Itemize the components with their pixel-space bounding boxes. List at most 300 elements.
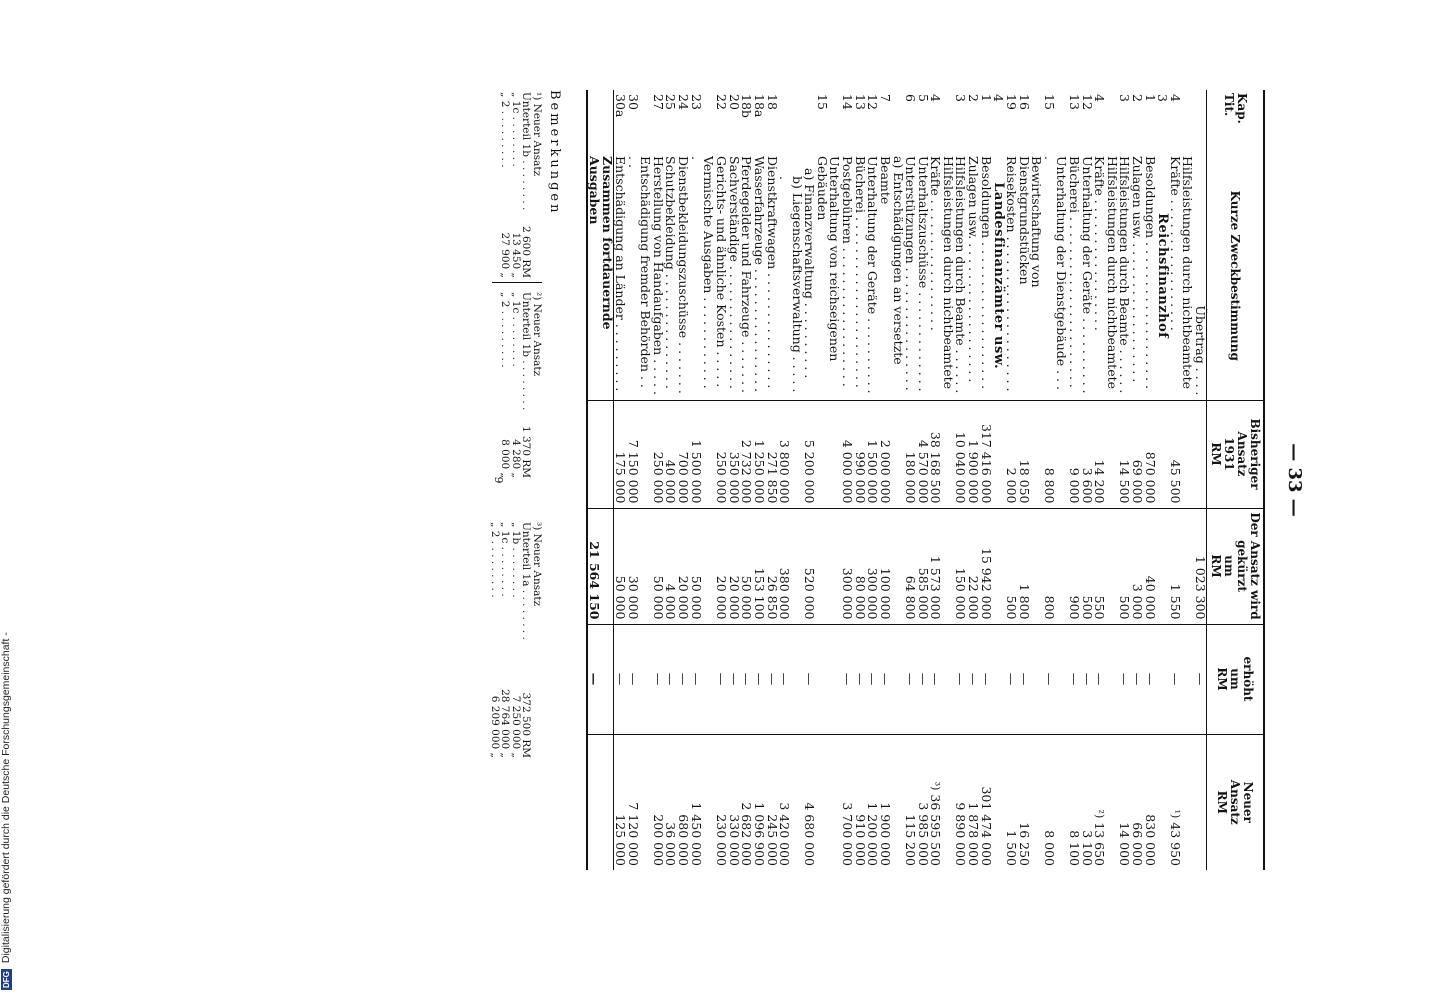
- row-bisher: 14 200: [1093, 400, 1118, 508]
- total-bisher: [587, 400, 614, 508]
- col-header-neuer: [1207, 734, 1265, 870]
- row-kap: [803, 90, 816, 152]
- row-kap: 4: [1168, 94, 1183, 102]
- row-neuer-value: 7 120 000: [625, 802, 641, 866]
- row-gekuerzt: 80 000: [853, 508, 866, 624]
- row-neuer-value: 330 000: [726, 814, 742, 866]
- row-neuer-value: 1 200 000: [865, 802, 881, 866]
- row-zweck: Unterhaltung der Dienstgebäude . . . .: [1041, 156, 1070, 390]
- row-kap: 22: [713, 94, 729, 110]
- row-neuer: [992, 734, 1005, 870]
- col-header-erhoeht: [1207, 624, 1265, 734]
- row-neuer-value: 16 250: [1016, 822, 1032, 866]
- row-gekuerzt: 585 000: [916, 508, 929, 624]
- row-zweck: Bücherei . . . . . . . . . . . . . . . . . . . . . .: [852, 156, 868, 388]
- table-row: [651, 90, 664, 870]
- row-gekuerzt: 550: [1093, 508, 1118, 624]
- row-zweck: Schutzbekleidung . . . . . . . . . . . . . . .: [663, 156, 679, 389]
- row-gekuerzt: 380 000: [778, 508, 803, 624]
- remark-line: [521, 90, 532, 280]
- remark-value: 4 280 „: [510, 439, 522, 478]
- row-neuer: [954, 734, 967, 870]
- row-zweck: b) Liegenschaftsverwaltung . . . . . .: [777, 176, 805, 393]
- remark-line: [511, 90, 522, 280]
- row-erhoeht: —: [904, 624, 917, 734]
- row-bisher: [816, 400, 841, 508]
- row-zweck: a) Entschädigungen an versetzte Beamte: [878, 156, 906, 365]
- document-page: [125, 90, 1305, 910]
- row-zweck: Postgebühren . . . . . . . . . . . . . . . . . .: [840, 156, 855, 387]
- row-erhoeht: —: [626, 624, 651, 734]
- row-bisher: 250 000: [651, 400, 664, 508]
- remark-line: [521, 290, 532, 480]
- col-header-neuer-unit: RM: [1215, 790, 1230, 814]
- row-bisher: 990 000: [853, 400, 866, 508]
- table-row: [613, 90, 626, 870]
- row-neuer: [1042, 734, 1067, 870]
- table-row: [1080, 90, 1093, 870]
- row-zweck: Übertrag . . . .: [1193, 305, 1208, 396]
- row-erhoeht: —: [879, 624, 904, 734]
- row-gekuerzt: 300 000: [866, 508, 879, 624]
- row-gekuerzt: 50 000: [651, 508, 664, 624]
- row-footnote-marker: ¹): [1169, 809, 1182, 819]
- table-row: [916, 90, 929, 870]
- remark-label: „ 2 . . . . . . . . .: [489, 522, 501, 598]
- row-zweck: Unterstützungen . . . . . . . . . . . . . . . .: [903, 156, 919, 391]
- row-gekuerzt: 20 000: [677, 508, 690, 624]
- row-neuer-value: 1 900 000: [878, 802, 894, 866]
- row-bisher: 317 416 000: [979, 400, 992, 508]
- row-kap: 18: [764, 94, 780, 110]
- remark-value: 6 209 000 „: [489, 695, 501, 758]
- row-erhoeht: —: [664, 624, 677, 734]
- remark-label: „ 2 . . . . . . . . .: [499, 92, 512, 168]
- table-row: [752, 90, 765, 870]
- total-label: Zusammen fortdauernde Ausgaben: [587, 152, 614, 400]
- row-bisher: 175 000: [613, 400, 626, 508]
- row-bisher: 350 000: [727, 400, 740, 508]
- row-neuer-value: 43 950: [1168, 822, 1183, 866]
- row-gekuerzt: 3 000: [1130, 508, 1143, 624]
- row-kap: 16: [1016, 94, 1032, 110]
- row-gekuerzt: 300 000: [841, 508, 854, 624]
- row-bisher: [1194, 400, 1207, 508]
- digitization-credit-text: Digitalisierung gefördert durch die Deutsche Forschungsgemeinschaft -: [0, 632, 12, 964]
- row-bisher: 1 250 000: [752, 400, 765, 508]
- total-gekuerzt: 21 564 150: [587, 508, 614, 624]
- row-neuer: [803, 734, 816, 870]
- remark-value: 372 500 RM: [520, 692, 533, 758]
- row-gekuerzt: 150 000: [954, 508, 967, 624]
- row-gekuerzt: 153 100: [752, 508, 765, 624]
- row-gekuerzt: 800: [1042, 508, 1067, 624]
- remark-line: [511, 290, 522, 480]
- row-bisher: 3 800 000: [778, 400, 803, 508]
- remark-1: [500, 90, 542, 280]
- col-header-gekuerzt-unit: RM: [1209, 554, 1223, 578]
- row-neuer: [967, 734, 980, 870]
- row-kap: 23: [688, 94, 704, 110]
- row-kap: 1: [1142, 94, 1158, 102]
- remark-line: [532, 290, 543, 480]
- row-bisher: 45 500: [1169, 400, 1194, 508]
- table-row: [740, 90, 753, 870]
- row-neuer: [689, 734, 714, 870]
- row-neuer-value: 8 100: [1066, 830, 1082, 866]
- row-kap: 19: [1004, 94, 1020, 110]
- row-zweck: Unterhaltung der Geräte . . . . . . . . . .: [1079, 156, 1095, 394]
- row-neuer: [651, 734, 664, 870]
- table-row: [1067, 90, 1080, 870]
- row-erhoeht: —: [1017, 624, 1042, 734]
- table-row: [1005, 90, 1018, 870]
- row-kap: 12: [865, 94, 881, 110]
- row-erhoeht: —: [866, 624, 879, 734]
- row-bisher: 8 800: [1042, 400, 1067, 508]
- col-header-neuer-text: Neuer Ansatz: [1228, 779, 1256, 825]
- row-neuer: [816, 734, 841, 870]
- row-erhoeht: —: [929, 624, 954, 734]
- row-kap: 30a: [613, 94, 629, 118]
- table-row: [1042, 90, 1067, 870]
- remark-line: [532, 520, 543, 760]
- row-erhoeht: —: [841, 624, 854, 734]
- remark-value: [532, 670, 543, 760]
- row-kap: 4: [991, 94, 1007, 102]
- row-zweck: Sachverständige . . . . . . . . . . . . . . . .: [726, 156, 742, 389]
- row-neuer: [1067, 734, 1080, 870]
- row-erhoeht: —: [1194, 624, 1207, 734]
- remark-value: 13 450 „: [510, 232, 522, 278]
- row-zweck: Zulagen usw. . . . . . . . . . . . . . . . . . .: [1129, 156, 1145, 383]
- col-header-bisher: [1207, 400, 1265, 508]
- row-bisher: 4 000 000: [841, 400, 854, 508]
- row-neuer-value: 680 000: [676, 814, 692, 866]
- row-bisher: 18 050: [1017, 400, 1042, 508]
- footer-page-number: 9: [492, 476, 505, 484]
- row-neuer: [841, 734, 854, 870]
- remark-label: ³) Neuer Ansatz: [531, 522, 543, 607]
- row-neuer: [664, 734, 677, 870]
- total-kap: [587, 90, 614, 152]
- remark-label: Unterteil 1b . . . . . . . .: [520, 292, 533, 411]
- table-row: [866, 90, 879, 870]
- col-header-gekuerzt-text: Der Ansatz wird gekürzt um: [1222, 512, 1262, 620]
- row-gekuerzt: 4 000: [664, 508, 677, 624]
- row-gekuerzt: 50 000: [613, 508, 626, 624]
- remark-line: [521, 520, 532, 760]
- row-zweck: Dienstkraftwagen . . . . . . . . . . . . . . .: [764, 156, 780, 389]
- row-erhoeht: —: [853, 624, 866, 734]
- row-neuer-value: 9 890 000: [953, 802, 969, 866]
- row-gekuerzt: 50 000: [740, 508, 753, 624]
- remark-value: 27 900 „: [499, 232, 512, 278]
- row-kap: 14: [840, 94, 855, 110]
- row-bisher: 5 200 000: [803, 400, 816, 508]
- row-neuer-value: 2 682 000: [739, 802, 755, 866]
- row-erhoeht: —: [689, 624, 714, 734]
- row-gekuerzt: 64 800: [904, 508, 917, 624]
- row-zweck: Hilfsleistungen durch nichtbeamtete Kräfte . . . . . . . . . . . . . . . . .: [1168, 156, 1196, 390]
- row-gekuerzt: [816, 508, 841, 624]
- row-gekuerzt: 20 000: [727, 508, 740, 624]
- row-neuer: [765, 734, 778, 870]
- row-erhoeht: —: [1118, 624, 1131, 734]
- row-gekuerzt: [1156, 508, 1169, 624]
- row-neuer-value: 1 450 000: [688, 802, 704, 866]
- row-zweck: Besoldungen . . . . . . . . . . . . . . . . . . .: [1142, 156, 1158, 390]
- row-kap: 15: [815, 94, 830, 110]
- row-zweck: Unterhaltung von reichseigenen Gebäuden: [815, 156, 843, 362]
- row-kap: 20: [726, 94, 742, 110]
- row-neuer: [740, 734, 753, 870]
- remark-label: ²) Neuer Ansatz: [531, 292, 543, 377]
- row-neuer-value: 14 000: [1117, 822, 1133, 866]
- col-header-bisher-unit: RM: [1209, 442, 1223, 466]
- row-bisher: 14 500: [1118, 400, 1131, 508]
- row-bisher: 271 850: [765, 400, 778, 508]
- table-row: [816, 90, 841, 870]
- row-neuer: [714, 734, 727, 870]
- row-erhoeht: —: [677, 624, 690, 734]
- table-row: [853, 90, 866, 870]
- row-neuer-value: 36 000: [663, 822, 679, 866]
- remark-label: „ 1b . . . . . . . .: [510, 522, 522, 598]
- row-gekuerzt: 500: [1005, 508, 1018, 624]
- row-neuer: [879, 734, 904, 870]
- row-erhoeht: —: [1067, 624, 1080, 734]
- remark-value: 1 370 RM: [520, 425, 533, 478]
- row-zweck: Entschädigung an Länder . . . . . . . . .: [613, 156, 629, 392]
- row-neuer: [1130, 734, 1143, 870]
- row-footnote-marker: ²): [1093, 809, 1107, 819]
- row-neuer-value: 1 878 000: [966, 802, 982, 866]
- row-gekuerzt: 22 000: [967, 508, 980, 624]
- row-kap: 4: [928, 94, 944, 102]
- remark-line: [511, 520, 522, 760]
- row-neuer-value: 230 000: [713, 814, 729, 866]
- row-neuer-value: 910 000: [852, 814, 868, 866]
- row-bisher: 700 000: [677, 400, 690, 508]
- row-zweck: Wasserfahrzeuge . . . . . . . . . . . . . . . .: [751, 156, 767, 393]
- row-neuer-value: 8 000: [1041, 830, 1057, 866]
- remark-value: [532, 420, 543, 480]
- table-row: [1130, 90, 1143, 870]
- budget-table: [586, 90, 1265, 870]
- col-header-bisher-text: Bisheriger Ansatz 1931: [1222, 418, 1262, 490]
- row-bisher: 2 732 000: [740, 400, 753, 508]
- row-kap: 3: [953, 94, 969, 102]
- dfg-logo: DFG: [1, 971, 11, 988]
- row-neuer-value: 3 985 000: [915, 802, 931, 866]
- row-bisher: [992, 400, 1005, 508]
- row-neuer: [1118, 734, 1131, 870]
- remarks-title: Bemerkungen: [547, 90, 562, 216]
- row-erhoeht: —: [1130, 624, 1143, 734]
- row-zweck: Entschädigung fremder Behörden . . . .: [625, 156, 654, 388]
- row-gekuerzt: [992, 508, 1005, 624]
- row-kap: [778, 90, 803, 152]
- row-neuer: [626, 734, 651, 870]
- row-zweck: Besoldungen . . . . . . . . . . . . . . . . . . .: [978, 156, 994, 390]
- table-row: [626, 90, 651, 870]
- table-row: [879, 90, 904, 870]
- row-bisher: 7 150 000: [626, 400, 651, 508]
- row-neuer: [853, 734, 866, 870]
- row-zweck: Unterhaltung der Geräte . . . . . . . . . .: [865, 156, 881, 394]
- row-gekuerzt: 20 000: [714, 508, 727, 624]
- row-neuer: [613, 734, 629, 870]
- table-row: [1143, 90, 1156, 870]
- row-zweck: Hilfsleistungen durch nichtbeamtete Kräfte . . . . . . . . . . . . . . . . .: [1092, 156, 1120, 390]
- row-neuer: [904, 734, 917, 870]
- table-row: [1093, 90, 1118, 870]
- row-neuer-value: 66 000: [1129, 822, 1145, 866]
- row-erhoeht: —: [803, 624, 816, 734]
- row-erhoeht: —: [1042, 624, 1067, 734]
- row-kap: 2: [1129, 94, 1145, 102]
- remark-label: ¹) Neuer Ansatz: [531, 92, 543, 177]
- table-row: [992, 90, 1005, 870]
- row-neuer: [1093, 734, 1118, 870]
- table-row: [727, 90, 740, 870]
- row-erhoeht: —: [740, 624, 753, 734]
- row-neuer: [866, 734, 879, 870]
- row-erhoeht: [1156, 624, 1169, 734]
- digitization-credit: [0, 0, 12, 1000]
- row-erhoeht: —: [954, 624, 967, 734]
- row-neuer: [1017, 734, 1042, 870]
- row-erhoeht: —: [765, 624, 778, 734]
- row-zweck: Reisekosten . . . . . . . . . . . . . . . . . . . .: [1004, 156, 1020, 392]
- row-bisher: 10 040 000: [954, 400, 967, 508]
- table-row: [967, 90, 980, 870]
- row-kap: 6: [903, 94, 919, 102]
- row-neuer: [677, 734, 690, 870]
- row-neuer-value: 1 500: [1004, 830, 1020, 866]
- row-kap: 15: [1041, 94, 1057, 110]
- row-bisher: 40 000: [664, 400, 677, 508]
- row-neuer-value: 1 096 900: [751, 802, 767, 866]
- col-header-kap-text: Kap. Tit.: [1222, 93, 1249, 124]
- remarks-section: [489, 90, 562, 870]
- total-erhoeht: —: [587, 624, 614, 734]
- table-row: [1017, 90, 1042, 870]
- row-bisher: 2 000 000: [879, 400, 904, 508]
- row-kap: 13: [1066, 94, 1082, 110]
- row-gekuerzt: 50 000: [689, 508, 714, 624]
- row-zweck: Dienstbekleidungszuschüsse . . . . . . .: [676, 156, 692, 394]
- row-neuer: [1080, 734, 1093, 870]
- row-bisher: 180 000: [904, 400, 917, 508]
- col-header-zweck: [1207, 152, 1265, 400]
- row-neuer-value: 125 000: [613, 814, 629, 866]
- table-row: [979, 90, 992, 870]
- row-kap: 12: [1079, 94, 1095, 110]
- row-gekuerzt: 500: [1080, 508, 1093, 624]
- remark-value: 28 764 000 „: [499, 689, 512, 758]
- row-bisher: 4 570 000: [916, 400, 929, 508]
- col-header-gekuerzt: [1207, 508, 1265, 624]
- row-neuer: [1143, 734, 1156, 870]
- remark-value: 7 250 000 „: [510, 695, 522, 758]
- row-zweck: Gerichts- und ähnliche Kosten . . . . .: [713, 156, 729, 388]
- row-kap: 5: [915, 94, 931, 102]
- remark-2: [500, 290, 542, 480]
- row-kap: 18a: [751, 94, 767, 118]
- row-bisher: 3 600: [1080, 400, 1093, 508]
- row-neuer-value: 245 000: [764, 814, 780, 866]
- row-gekuerzt: 15 942 000: [979, 508, 992, 624]
- row-gekuerzt: 1 550: [1169, 508, 1194, 624]
- row-zweck: Reichsfinanzhof: [1155, 213, 1171, 339]
- row-bisher: 250 000: [714, 400, 727, 508]
- row-kap: 24: [676, 94, 692, 110]
- row-bisher: 2 000: [1005, 400, 1018, 508]
- row-gekuerzt: 900: [1067, 508, 1080, 624]
- row-erhoeht: —: [752, 624, 765, 734]
- table-row: [689, 90, 714, 870]
- row-erhoeht: —: [727, 624, 740, 734]
- row-neuer-value: 4 680 000: [802, 802, 818, 866]
- row-gekuerzt: 40 000: [1143, 508, 1156, 624]
- table-row: [841, 90, 854, 870]
- row-neuer-value: 13 650: [1092, 822, 1108, 866]
- remark-label: Unterteil 1b . . . . . . . .: [520, 92, 533, 211]
- row-kap: 25: [663, 94, 679, 110]
- row-zweck: Landesfinanzämter usw.: [991, 182, 1007, 370]
- row-kap: 3: [1117, 94, 1133, 102]
- budget-table-body: [613, 90, 1206, 870]
- row-erhoeht: —: [1080, 624, 1093, 734]
- row-kap: 27: [650, 94, 666, 110]
- row-bisher: 870 000: [1143, 400, 1156, 508]
- table-row: [1156, 90, 1169, 870]
- row-erhoeht: —: [1143, 624, 1156, 734]
- col-header-zweck-text: Kurze Zweckbestimmung: [1228, 190, 1243, 361]
- row-erhoeht: —: [967, 624, 980, 734]
- row-neuer: [979, 734, 992, 870]
- row-neuer-value: 115 200: [903, 814, 919, 866]
- row-zweck: Unterhaltszuschüsse . . . . . . . . . . . . .: [915, 156, 931, 392]
- table-row: [1169, 90, 1194, 870]
- row-neuer: [1169, 734, 1194, 870]
- col-header-erhoeht-unit: RM: [1215, 667, 1230, 691]
- row-zweck: Pferdegelder und Fahrzeuge . . . . . . .: [739, 156, 755, 393]
- row-neuer-value: 200 000: [650, 814, 666, 866]
- header-row: [1207, 90, 1265, 870]
- table-row: [714, 90, 727, 870]
- row-neuer: [1156, 734, 1169, 870]
- row-zweck: Herstellung von Handaufgaben . . . . .: [650, 156, 666, 395]
- row-erhoeht: —: [1005, 624, 1018, 734]
- table-row: [765, 90, 778, 870]
- remark-label: „ 2 . . . . . . . . .: [499, 292, 512, 368]
- row-bisher: 1 500 000: [689, 400, 714, 508]
- row-kap: 7: [878, 94, 894, 102]
- row-erhoeht: [816, 624, 841, 734]
- table-row: [929, 90, 954, 870]
- row-zweck: Hilfsleistungen durch Beamte . . . . . .: [1117, 156, 1133, 394]
- row-bisher: 38 168 500: [929, 400, 954, 508]
- row-kap: [1194, 90, 1207, 152]
- row-neuer-value: 830 000: [1142, 814, 1158, 866]
- total-row: [587, 90, 614, 870]
- row-gekuerzt: 26 850: [765, 508, 778, 624]
- row-erhoeht: —: [778, 624, 803, 734]
- row-neuer: [929, 734, 954, 870]
